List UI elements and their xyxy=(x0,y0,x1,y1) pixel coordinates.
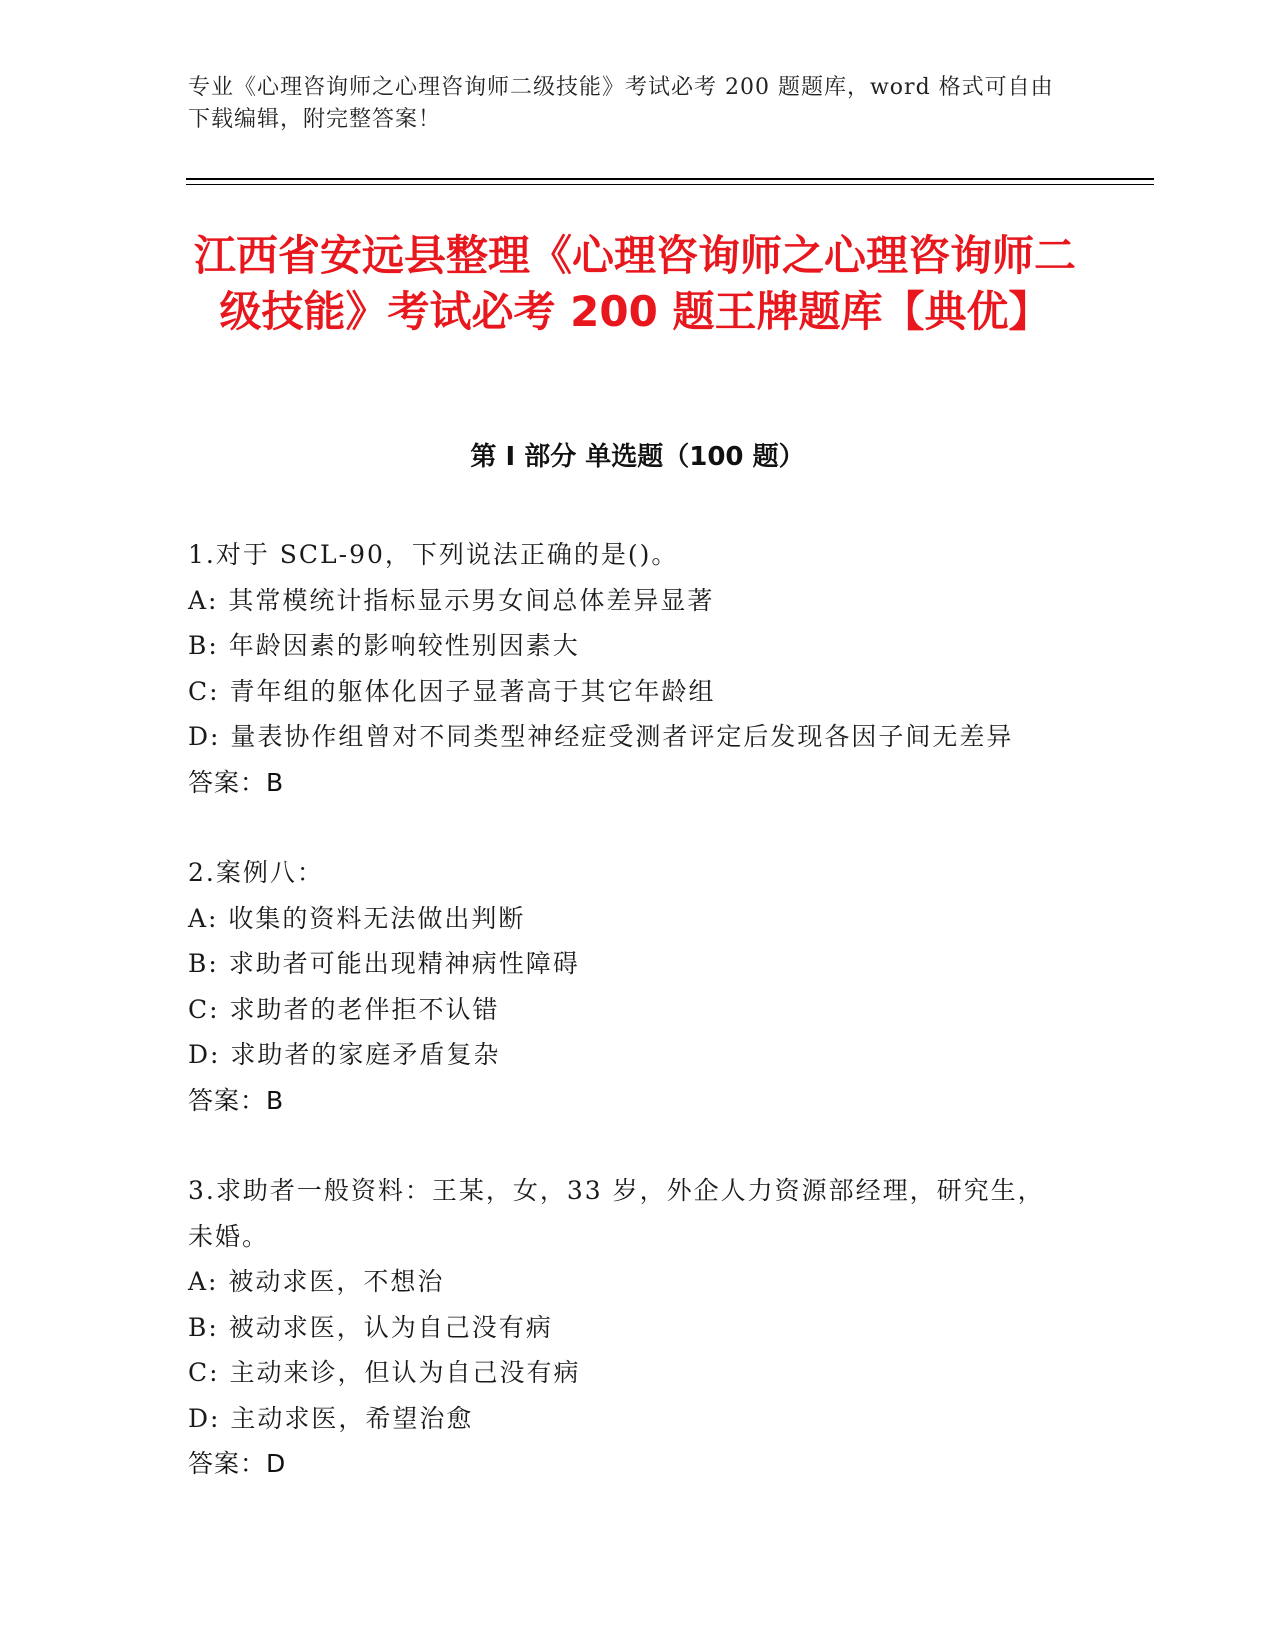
header-divider-thick xyxy=(186,178,1154,180)
option-c: C: 求助者的老伴拒不认错 xyxy=(188,994,500,1024)
question-3 xyxy=(188,1168,1088,1487)
question-stem: 1.对于 SCL-90，下列说法正确的是()。 xyxy=(188,540,679,569)
answer: 答案：B xyxy=(188,1085,285,1115)
option-c: C: 青年组的躯体化因子显著高于其它年龄组 xyxy=(188,676,716,706)
option-a: A: 收集的资料无法做出判断 xyxy=(188,903,526,933)
option-d: D: 主动求医，希望治愈 xyxy=(188,1403,474,1433)
option-b: B: 被动求医，认为自己没有病 xyxy=(188,1312,553,1342)
option-b: B: 求助者可能出现精神病性障碍 xyxy=(188,949,580,978)
question-1 xyxy=(188,532,1088,805)
header-divider-thin xyxy=(186,184,1154,185)
option-c: C: 主动来诊，但认为自己没有病 xyxy=(188,1358,581,1387)
question-2 xyxy=(188,850,1088,1123)
option-d: D: 量表协作组曾对不同类型神经症受测者评定后发现各因子间无差异 xyxy=(188,722,1014,751)
question-stem: 2.案例八： xyxy=(188,858,324,887)
header-note: 专业《心理咨询师之心理咨询师二级技能》考试必考 200 题题库，word 格式可自由下载编辑，附完整答案！ xyxy=(188,75,1054,132)
question-list xyxy=(188,532,1088,1532)
question-stem: 3.求助者一般资料：王某，女，33 岁，外企人力资源部经理，研究生，未婚。 xyxy=(188,1176,1045,1251)
answer: 答案：B xyxy=(188,767,285,797)
option-a: A: 其常模统计指标显示男女间总体差异显著 xyxy=(188,585,715,615)
option-a: A: 被动求医，不想治 xyxy=(188,1267,445,1296)
document-title: 江西省安远县整理《心理咨询师之心理咨询师二级技能》考试必考 200 题王牌题库【典优】 xyxy=(193,231,1076,336)
option-b: B: 年龄因素的影响较性别因素大 xyxy=(188,631,580,660)
answer: 答案：D xyxy=(188,1449,287,1478)
section-heading: 第 I 部分 单选题（100 题） xyxy=(470,442,805,472)
option-d: D: 求助者的家庭矛盾复杂 xyxy=(188,1040,501,1069)
